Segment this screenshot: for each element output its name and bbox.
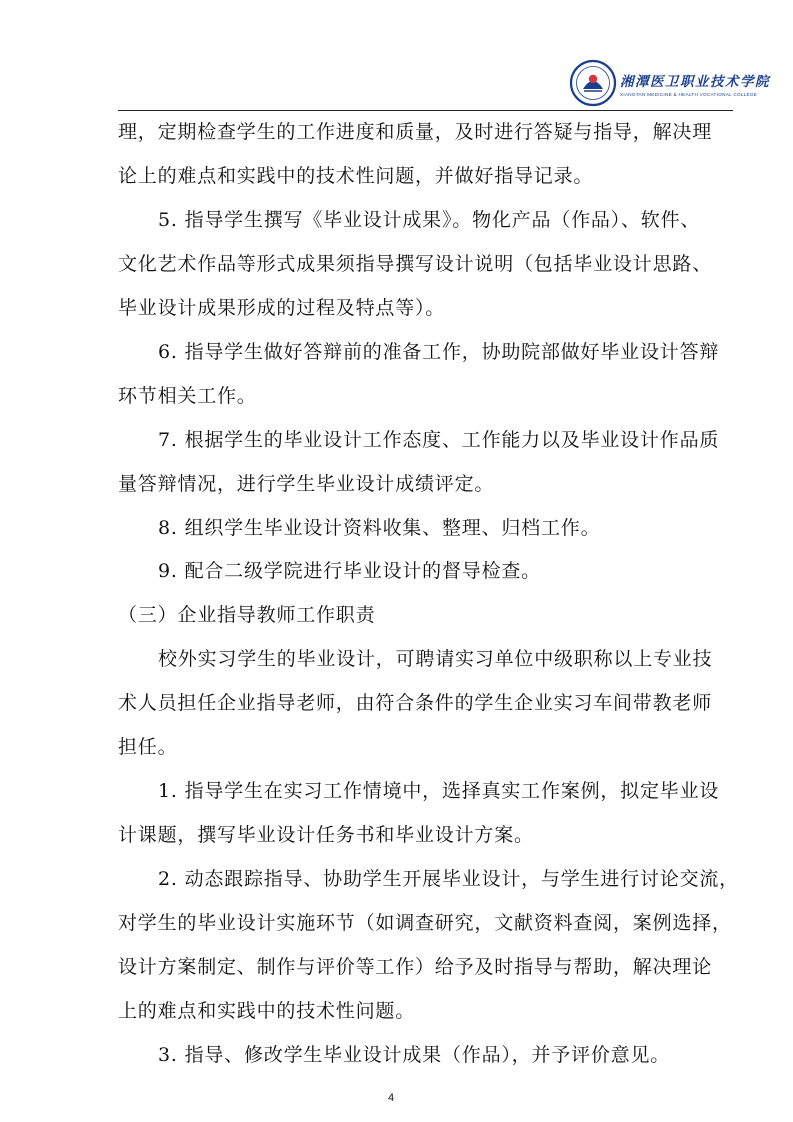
text-line: 7. 根据学生的毕业设计工作态度、工作能力以及毕业设计作品质 — [158, 429, 720, 451]
college-name-cn: 湘潭医卫职业技术学院 — [620, 74, 770, 90]
text-line: 文化艺术作品等形式成果须指导撰写设计说明（包括毕业设计思路、 — [118, 253, 713, 275]
text-line: 术人员担任企业指导老师，由符合条件的学生企业实习车间带教老师 — [118, 692, 713, 714]
college-name-en: XIANGTAN MEDICINE & HEALTH VOCATIONAL COLLEGE — [620, 92, 758, 97]
text-line: 9. 配合二级学院进行毕业设计的督导检查。 — [158, 560, 541, 582]
text-line: 5. 指导学生撰写《毕业设计成果》。物化产品（作品）、软件、 — [158, 209, 701, 231]
text-line: 论上的难点和实践中的技术性问题，并做好指导记录。 — [118, 165, 594, 187]
text-line: 理，定期检查学生的工作进度和质量，及时进行答疑与指导，解决理 — [118, 121, 713, 143]
text-line: 3. 指导、修改学生毕业设计成果（作品），并予评价意见。 — [158, 1044, 671, 1066]
text-line: 对学生的毕业设计实施环节（如调查研究，文献资料查阅，案例选择， — [118, 912, 732, 934]
text-line: 上的难点和实践中的技术性问题。 — [118, 1000, 416, 1022]
text-line: 6. 指导学生做好答辩前的准备工作，协助院部做好毕业设计答辩 — [158, 341, 720, 363]
text-line: 量答辩情况，进行学生毕业设计成绩评定。 — [118, 473, 495, 495]
text-line: 校外实习学生的毕业设计，可聘请实习单位中级职称以上专业技 — [158, 648, 713, 670]
text-line: 设计方案制定、制作与评价等工作）给予及时指导与帮助，解决理论 — [118, 956, 713, 978]
text-line: 2. 动态跟踪指导、协助学生开展毕业设计，与学生进行讨论交流， — [158, 868, 739, 890]
text-line: 8. 组织学生毕业设计资料收集、整理、归档工作。 — [158, 517, 601, 539]
section-heading: （三）企业指导教师工作职责 — [118, 604, 376, 626]
text-line: 毕业设计成果形成的过程及特点等）。 — [118, 297, 446, 319]
text-line: 环节相关工作。 — [118, 385, 257, 407]
text-line: 担任。 — [118, 736, 178, 758]
page-number: 4 — [388, 1092, 395, 1104]
text-line: 1. 指导学生在实习工作情境中，选择真实工作案例，拟定毕业设 — [158, 780, 720, 802]
text-line: 计课题，撰写毕业设计任务书和毕业设计方案。 — [118, 824, 534, 846]
